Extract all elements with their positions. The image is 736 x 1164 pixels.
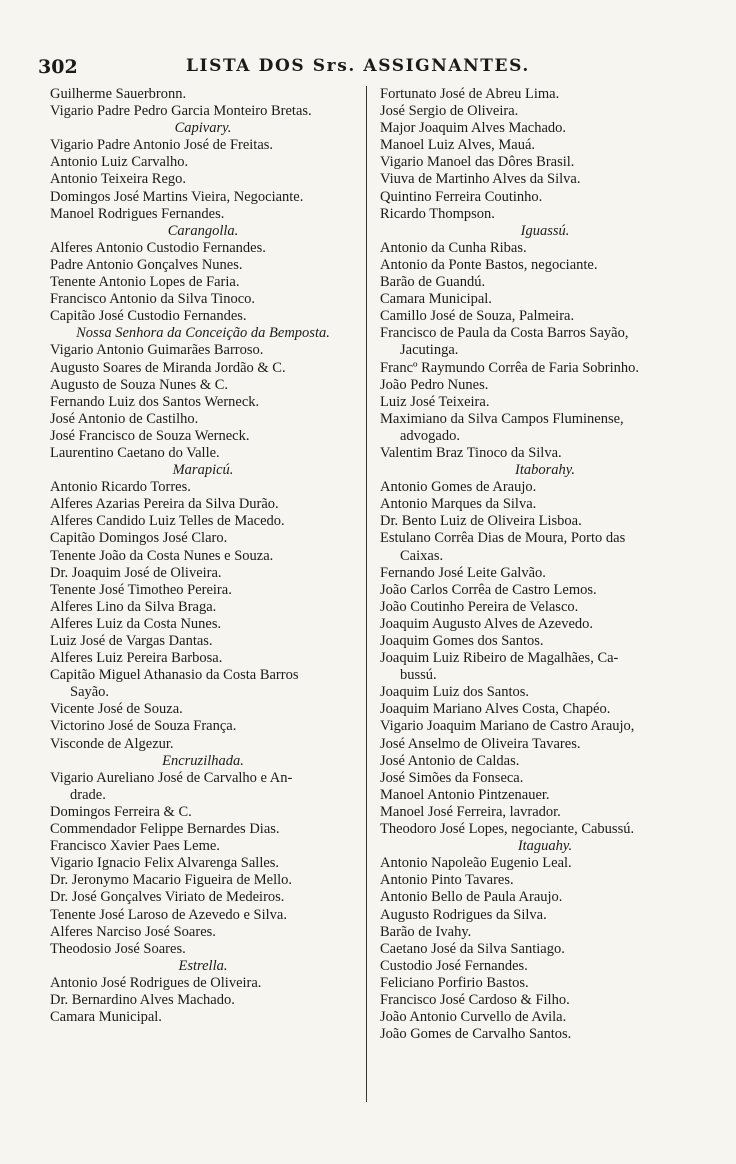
subscriber-entry: Capitão Miguel Athanasio da Costa Barros [50,667,299,684]
subscriber-entry: Theodoro José Lopes, negociante, Cabussú. [380,821,635,838]
subscriber-entry: Joaquim Gomes dos Santos. [380,633,544,649]
subscriber-entry: Alferes Luiz da Costa Nunes. [50,615,222,632]
subscriber-entry: Alferes Narciso José Soares. [50,923,216,940]
subscriber-entry: Barão de Ivahy. [380,923,472,940]
subscriber-entry: Padre Antonio Gonçalves Nunes. [50,256,243,273]
subscriber-entry: Francisco de Paula da Costa Barros Sayão, [380,325,629,342]
subscriber-entry: Estulano Corrêa Dias de Moura, Porto das [380,530,626,547]
entry-continuation: advogado. [400,427,460,444]
subscriber-entry: Augusto Rodrigues da Silva. [380,906,547,923]
subscriber-entry: Fernando Luiz dos Santos Werneck. [50,393,260,410]
subscriber-entry: Tenente José Laroso de Azevedo e Silva. [50,906,287,923]
subscriber-entry: Manoel Antonio Pintzenauer. [380,786,550,803]
subscriber-entry: Joaquim Luiz dos Santos. [380,684,530,701]
entry-continuation: Caixas. [400,547,444,564]
column-divider [366,86,367,1102]
subscriber-entry: Visconde de Algezur. [50,735,174,752]
subscriber-entry: Joaquim Augusto Alves de Azevedo. [380,615,594,632]
locality-heading: Carangolla. [167,222,239,239]
subscriber-entry: Vigario Ignacio Felix Alvarenga Salles. [50,855,280,872]
subscriber-entry: Luiz José de Vargas Dantas. [50,633,213,649]
subscriber-entry: Joaquim Luiz Ribeiro de Magalhães, Ca- [380,650,619,667]
subscriber-entry: Antonio Napoleão Eugenio Leal. [380,855,572,872]
subscriber-entry: Dr. Joaquim José de Oliveira. [50,564,222,581]
subscriber-entry: Antonio da Cunha Ribas. [380,239,527,256]
subscriber-entry: Vigario Padre Pedro Garcia Monteiro Bretas. [50,103,312,120]
subscriber-entry: João Pedro Nunes. [380,376,489,393]
subscriber-entry: Dr. Jeronymo Macario Figueira de Mello. [50,872,293,889]
subscriber-entry: José Simões da Fonseca. [380,769,524,786]
subscriber-entry: Maximiano da Silva Campos Fluminense, [380,410,624,427]
subscriber-entry: Capitão Domingos José Claro. [50,530,228,547]
entry-continuation: bussú. [400,667,437,684]
locality-heading: Itaguahy. [517,838,573,855]
subscriber-entry: José Antonio de Caldas. [380,752,520,769]
subscriber-entry: José Francisco de Souza Werneck. [50,427,250,444]
subscriber-entry: Tenente João da Costa Nunes e Souza. [50,547,274,564]
subscriber-entry: José Antonio de Castilho. [50,410,199,427]
subscriber-entry: Alferes Antonio Custodio Fernandes. [50,239,266,256]
subscriber-entry: Guilherme Sauerbronn. [50,86,187,102]
subscriber-entry: Valentim Braz Tinoco da Silva. [380,444,562,461]
subscriber-entry: Antonio Gomes de Araujo. [380,479,537,496]
subscriber-entry: João Carlos Corrêa de Castro Lemos. [380,581,597,598]
subscriber-entry: Viuva de Martinho Alves da Silva. [380,171,581,188]
subscriber-entry: Augusto de Souza Nunes & C. [50,376,229,393]
subscriber-entry: Alferes Candido Luiz Telles de Macedo. [50,513,285,530]
entry-continuation: Jacutinga. [400,342,459,359]
subscriber-entry: Feliciano Porfirio Bastos. [380,974,529,991]
page-header [38,56,718,82]
subscriber-entry: Domingos José Martins Vieira, Negociante. [50,188,304,205]
subscriber-entry: Caetano José da Silva Santiago. [380,940,565,957]
subscriber-entry: Vigario Padre Antonio José de Freitas. [50,137,274,154]
subscriber-entry: Victorino José de Souza França. [50,718,237,735]
subscriber-entry: João Coutinho Pereira de Velasco. [380,598,579,615]
locality-heading: Marapicú. [172,462,234,479]
subscriber-entry: Antonio Ricardo Torres. [50,479,191,496]
subscriber-entry: Domingos Ferreira & C. [50,803,192,820]
subscriber-entry: Alferes Lino da Silva Braga. [50,598,217,615]
entry-continuation: Sayão. [70,684,110,701]
subscriber-entry: Tenente José Timotheo Pereira. [50,581,232,598]
subscriber-entry: Augusto Soares de Miranda Jordão & C. [50,359,286,376]
subscriber-entry: Barão de Guandú. [380,274,486,291]
subscriber-entry: José Anselmo de Oliveira Tavares. [380,735,581,752]
subscriber-entry: Ricardo Thompson. [380,205,495,222]
subscriber-entry: Antonio Pinto Tavares. [380,872,514,889]
subscriber-entry: Camillo José de Souza, Palmeira. [380,308,575,325]
subscriber-entry: Manoel Luiz Alves, Mauá. [380,137,536,154]
subscriber-entry: Antonio Bello de Paula Araujo. [380,889,563,906]
running-title: LISTA DOS Srs. ASSIGNANTES. [186,56,530,76]
subscriber-entry: Quintino Ferreira Coutinho. [380,188,543,205]
subscriber-entry: Commendador Felippe Bernardes Dias. [50,821,280,838]
subscriber-entry: Vigario Joaquim Mariano de Castro Araujo, [380,718,635,735]
subscriber-entry: Luiz José Teixeira. [380,393,490,410]
subscriber-entry: Vicente José de Souza. [50,701,183,718]
locality-heading: Itaborahy. [514,462,575,479]
subscriber-entry: Fortunato José de Abreu Lima. [380,86,560,102]
subscriber-entry: Antonio da Ponte Bastos, negociante. [380,256,598,273]
subscriber-entry: Tenente Antonio Lopes de Faria. [50,274,240,291]
subscriber-entry: Francisco Antonio da Silva Tinoco. [50,291,256,308]
subscriber-entry: Francº Raymundo Corrêa de Faria Sobrinho. [380,359,639,376]
subscriber-entry: Vigario Manoel das Dôres Brasil. [380,154,575,171]
left-column [42,86,364,1026]
subscriber-entry: Manoel José Ferreira, lavrador. [380,803,561,820]
entry-continuation: drade. [70,786,106,803]
subscriber-entry: Vigario Aureliano José de Carvalho e An- [50,769,293,786]
subscriber-entry: Laurentino Caetano do Valle. [50,444,220,461]
locality-heading: Capivary. [174,120,232,137]
subscriber-entry: Dr. Bernardino Alves Machado. [50,991,235,1008]
subscriber-entry: Antonio Marques da Silva. [380,496,537,513]
subscriber-entry: Manoel Rodrigues Fernandes. [50,205,225,222]
subscriber-entry: Major Joaquim Alves Machado. [380,120,567,137]
right-column [372,86,718,1043]
subscriber-entry: Francisco José Cardoso & Filho. [380,991,570,1008]
locality-heading: Encruzilhada. [162,752,244,769]
subscriber-entry: Dr. Bento Luiz de Oliveira Lisboa. [380,513,582,530]
subscriber-entry: Antonio Luiz Carvalho. [50,154,189,171]
locality-heading: Iguassú. [520,222,570,239]
locality-heading: Estrella. [178,957,228,974]
subscriber-entry: Theodosio José Soares. [50,940,186,957]
subscriber-entry: Alferes Azarias Pereira da Silva Durão. [50,496,279,513]
subscriber-entry: Camara Municipal. [380,291,492,308]
subscriber-entry: Dr. José Gonçalves Viriato de Medeiros. [50,889,285,906]
subscriber-entry: João Gomes de Carvalho Santos. [380,1026,572,1043]
subscriber-entry: Fernando José Leite Galvão. [380,564,546,581]
subscriber-entry: José Sergio de Oliveira. [380,103,519,120]
locality-heading: Nossa Senhora da Conceição da Bemposta. [76,325,330,342]
subscriber-entry: João Antonio Curvello de Avila. [380,1009,567,1026]
subscriber-entry: Camara Municipal. [50,1009,162,1026]
subscriber-entry: Francisco Xavier Paes Leme. [50,838,220,855]
subscriber-entry: Antonio José Rodrigues de Oliveira. [50,974,262,991]
subscriber-entry: Joaquim Mariano Alves Costa, Chapéo. [380,701,611,718]
subscriber-entry: Vigario Antonio Guimarães Barroso. [50,342,264,359]
subscriber-entry: Antonio Teixeira Rego. [50,171,187,188]
subscriber-entry: Custodio José Fernandes. [380,957,528,974]
subscriber-entry: Alferes Luiz Pereira Barbosa. [50,650,223,667]
page-number: 302 [38,56,78,78]
subscriber-entry: Capitão José Custodio Fernandes. [50,308,247,325]
